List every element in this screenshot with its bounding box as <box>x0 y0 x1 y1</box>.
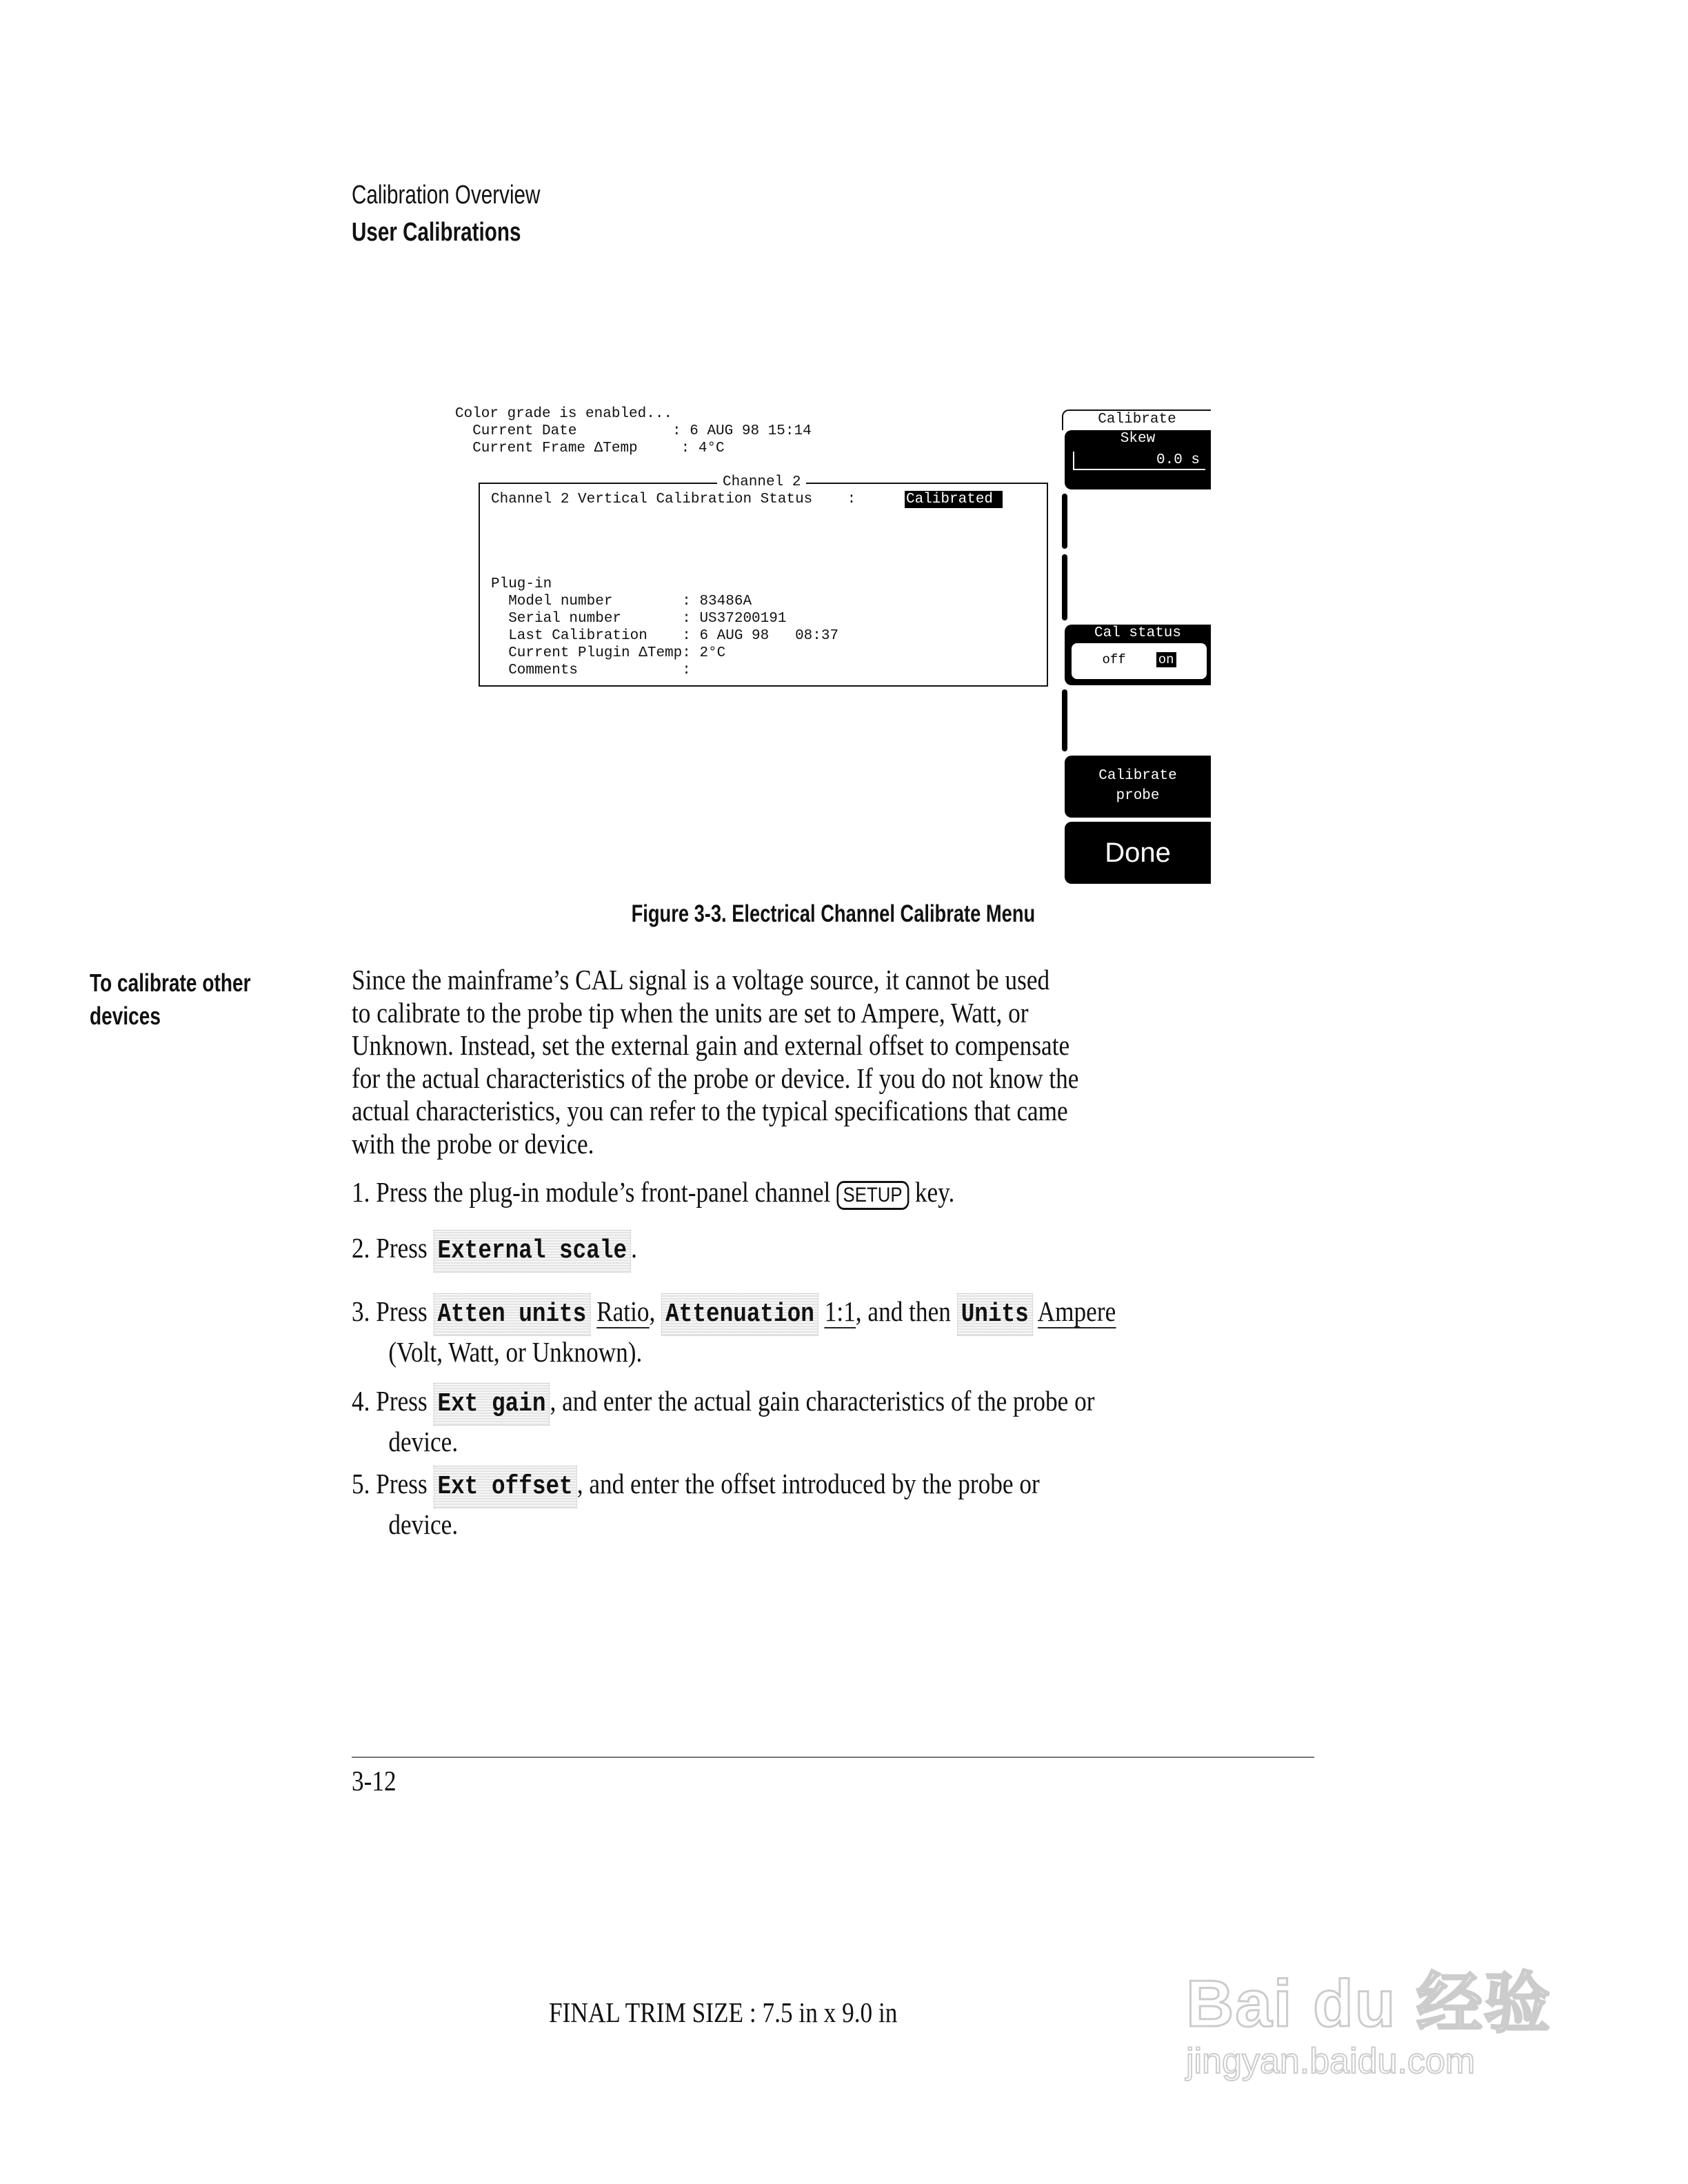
calibrate-probe-softkey[interactable] <box>1065 756 1211 818</box>
step-text: device. <box>388 1508 459 1540</box>
step-number: 1. <box>352 1176 370 1208</box>
plugin-model: Model number : 83486A <box>491 594 752 609</box>
on-option[interactable]: on <box>1156 652 1176 667</box>
ext-gain-softkey[interactable]: Ext gain <box>434 1383 550 1426</box>
step-text: Press <box>376 1295 428 1327</box>
step-text: Press <box>376 1385 428 1417</box>
blank-softkey[interactable] <box>1062 554 1067 620</box>
skew-value[interactable]: 0.0 s <box>1073 452 1205 470</box>
comma: , <box>649 1295 656 1327</box>
plugin-comments: Comments : <box>491 663 691 678</box>
step-text: Press the plug-in module’s front-panel channel <box>376 1176 831 1208</box>
cal-status-softkey[interactable] <box>1065 625 1211 685</box>
paragraph-line: for the actual characteristics of the probe or device. If you do not know the <box>352 1062 1079 1094</box>
step-text: , and enter the actual gain characteristics of the probe or <box>550 1385 1095 1417</box>
step-number: 3. <box>352 1295 370 1327</box>
calibrate-header <box>1062 410 1211 430</box>
figure-caption-text: Figure 3-3. Electrical Channel Calibrate Menu <box>631 900 1035 927</box>
step-number: 5. <box>352 1468 370 1499</box>
step-number: 4. <box>352 1385 370 1417</box>
ampere-option: Ampere <box>1037 1295 1116 1327</box>
units-softkey[interactable]: Units <box>957 1293 1033 1336</box>
step-text: (Volt, Watt, or Unknown). <box>388 1335 643 1368</box>
attenuation-softkey[interactable]: Attenuation <box>661 1293 818 1336</box>
external-scale-softkey[interactable]: External scale <box>434 1230 632 1273</box>
step-text: Press <box>376 1232 428 1264</box>
side-heading-line: To calibrate other <box>90 969 251 997</box>
paragraph-line: Since the mainframe’s CAL signal is a voltage source, it cannot be used <box>352 964 1050 995</box>
skew-label: Skew <box>1120 431 1156 447</box>
cal-status-toggle[interactable] <box>1072 643 1207 679</box>
step-text: . <box>631 1232 637 1264</box>
step-text: Press <box>376 1468 428 1499</box>
ext-offset-softkey[interactable]: Ext offset <box>434 1466 577 1508</box>
side-heading-line: devices <box>90 1002 161 1030</box>
step-number: 2. <box>352 1232 370 1264</box>
step-1 <box>352 1176 954 1210</box>
section-title: Calibration Overview <box>352 181 541 210</box>
paragraph-line: Unknown. Instead, set the external gain and external offset to compensate <box>352 1029 1070 1061</box>
calibrate-probe-line2: probe <box>1116 788 1160 804</box>
subsection-title: User Calibrations <box>352 218 521 247</box>
step-5 <box>352 1466 1040 1541</box>
plugin-temp: Current Plugin ΔTemp: 2°C <box>491 645 726 661</box>
done-softkey[interactable]: Done <box>1065 822 1211 884</box>
step-text: key. <box>914 1176 955 1208</box>
paragraph-line: actual characteristics, you can refer to the typical specifications that came <box>352 1095 1068 1126</box>
status-label: Channel 2 Vertical Calibration Status : <box>491 492 856 507</box>
current-date: Current Date : 6 AUG 98 15:14 <box>455 423 812 439</box>
paragraph-line: to calibrate to the probe tip when the units are set to Ampere, Watt, or <box>352 996 1029 1029</box>
status-value: Calibrated <box>905 491 1003 508</box>
setup-key[interactable]: SETUP <box>836 1181 909 1210</box>
atten-units-softkey[interactable]: Atten units <box>434 1293 591 1336</box>
ratio-option: Ratio <box>596 1295 650 1327</box>
calibrate-header-label: Calibrate <box>1098 412 1176 427</box>
ratio-value: 1:1 <box>824 1295 856 1327</box>
color-grade-text: Color grade is enabled... <box>455 406 673 422</box>
intro-paragraph <box>352 964 1078 1160</box>
frame-temp: Current Frame ΔTemp : 4°C <box>455 441 725 456</box>
paragraph-line: with the probe or device. <box>352 1127 594 1160</box>
baidu-watermark-url: jingyan.baidu.com <box>1186 2041 1476 2081</box>
step-text: , and enter the offset introduced by the probe or <box>576 1468 1040 1499</box>
figure-caption <box>0 900 1666 928</box>
plugin-last-cal: Last Calibration : 6 AUG 98 08:37 <box>491 628 839 644</box>
page-number: 3-12 <box>352 1765 396 1797</box>
footer-rule <box>352 1757 1314 1758</box>
side-heading <box>90 967 251 1033</box>
plugin-serial: Serial number : US37200191 <box>491 611 787 627</box>
panel-title: Channel 2 <box>717 474 806 491</box>
off-option[interactable]: off <box>1102 652 1126 667</box>
plugin-heading: Plug-in <box>491 576 552 592</box>
blank-softkey[interactable] <box>1062 494 1067 549</box>
step-3 <box>352 1293 1116 1368</box>
blank-softkey[interactable] <box>1062 689 1067 751</box>
step-4 <box>352 1383 1095 1458</box>
baidu-watermark-logo: Bai du 经验 <box>1186 1967 1552 2041</box>
trim-size-note: FINAL TRIM SIZE : 7.5 in x 9.0 in <box>549 1996 898 2028</box>
cal-status-label: Cal status <box>1094 625 1182 641</box>
skew-softkey[interactable] <box>1065 430 1211 489</box>
step-text: , and then <box>855 1295 951 1327</box>
calibrate-probe-line1: Calibrate <box>1098 768 1177 784</box>
step-text: device. <box>388 1425 459 1457</box>
step-2 <box>352 1230 637 1273</box>
